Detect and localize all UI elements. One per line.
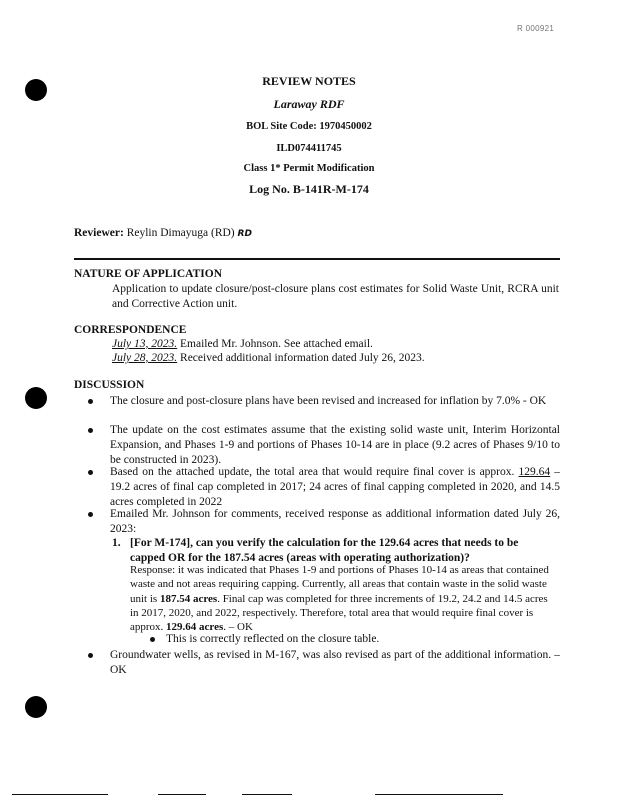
punch-hole-middle — [25, 387, 47, 409]
separator-rule — [74, 258, 560, 260]
item-response — [130, 563, 550, 634]
correspondence-text: Emailed Mr. Johnson. See attached email. — [180, 338, 373, 350]
item-number: 1. — [112, 537, 121, 549]
bullet-icon — [88, 653, 93, 658]
page-id: R 000921 — [517, 24, 555, 33]
response-text-b: . Final cap was completed for three increments of 19.2, 24.2 and 14.5 acres in 2017, 2020, and 2022, respectively. Therefore, total area that would require final cover is approx. — [130, 592, 548, 634]
nature-title: NATURE OF APPLICATION — [74, 268, 223, 280]
correspondence-entry — [112, 351, 425, 366]
bullet-text-b: – 19.2 acres of final cap completed in 2017; 24 acres of final capping completed in 2020, and 14.5 acres completed in 2022 — [110, 466, 561, 508]
bullet-icon — [88, 399, 93, 404]
nature-text: Application to update closure/post-closure plans cost estimates for Solid Waste Unit, RCRA unit and Corrective Action unit. — [112, 283, 559, 310]
footer-line — [375, 794, 503, 795]
bullet-text: Groundwater wells, as revised in M-167, was also revised as part of the additional information. – OK — [110, 649, 560, 676]
response-bold-b: 129.64 acres — [166, 621, 224, 634]
reviewer-initials: RD — [237, 229, 252, 239]
total-area-value: 129.64 — [518, 466, 551, 478]
footer-line — [158, 794, 206, 795]
reviewer-label: Reviewer: — [74, 227, 124, 239]
permit-type: Class 1* Permit Modification — [243, 163, 375, 174]
correspondence-entry — [112, 337, 373, 352]
sub-bullet-text: This is correctly reflected on the closure table. — [166, 633, 380, 645]
sub-bullet-icon — [150, 637, 155, 642]
log-number: Log No. B-141R-M-174 — [249, 182, 369, 196]
punch-hole-bottom — [25, 696, 47, 718]
bullet-text — [110, 465, 560, 510]
discussion-title: DISCUSSION — [74, 379, 145, 391]
correspondence-date: July 28, 2023. — [112, 352, 178, 364]
bullet-text: The update on the cost estimates assume that the existing solid waste unit, Interim Horizontal Expansion, and Phases 1-9 and portions of Phases 10-14 are in place (9.2 acres of Phases 9/10 to be constructed in 2023). — [110, 424, 560, 466]
reviewer-name: Reylin Dimayuga (RD) — [126, 227, 235, 239]
response-text-a: Response: it was indicated that Phases 1-9 and portions of Phases 10-14 as areas that contained waste and not areas requiring capping. Currently, all areas that contain waste in the solid waste unit is — [130, 564, 549, 605]
facility-name: Laraway RDF — [273, 97, 345, 111]
bol-site-code: BOL Site Code: 1970450002 — [246, 121, 372, 132]
bullet-icon — [88, 428, 93, 433]
reviewer-line — [74, 226, 252, 241]
correspondence-title: CORRESPONDENCE — [74, 324, 187, 336]
correspondence-date: July 13, 2023. — [112, 338, 178, 350]
ild-number: ILD074411745 — [276, 143, 342, 154]
correspondence-text: Received additional information dated July 26, 2023. — [180, 352, 425, 364]
bullet-text: The closure and post-closure plans have been revised and increased for inflation by 7.0% - OK — [110, 395, 547, 407]
bullet-text: Emailed Mr. Johnson for comments, received response as additional information dated July 26, 2023: — [110, 508, 560, 535]
document-title: REVIEW NOTES — [262, 74, 356, 88]
bullet-icon — [88, 470, 93, 475]
item-question: [For M-174], can you verify the calculation for the 129.64 acres that needs to be capped OR for the 187.54 acres (areas with operating authorization)? — [130, 537, 519, 564]
bullet-text-a: Based on the attached update, the total area that would require final cover is approx. — [110, 466, 515, 478]
bullet-icon — [88, 512, 93, 517]
footer-line — [242, 794, 292, 795]
footer-line — [12, 794, 108, 795]
response-text-c: . – OK — [223, 621, 253, 634]
response-bold-a: 187.54 acres — [159, 592, 218, 605]
